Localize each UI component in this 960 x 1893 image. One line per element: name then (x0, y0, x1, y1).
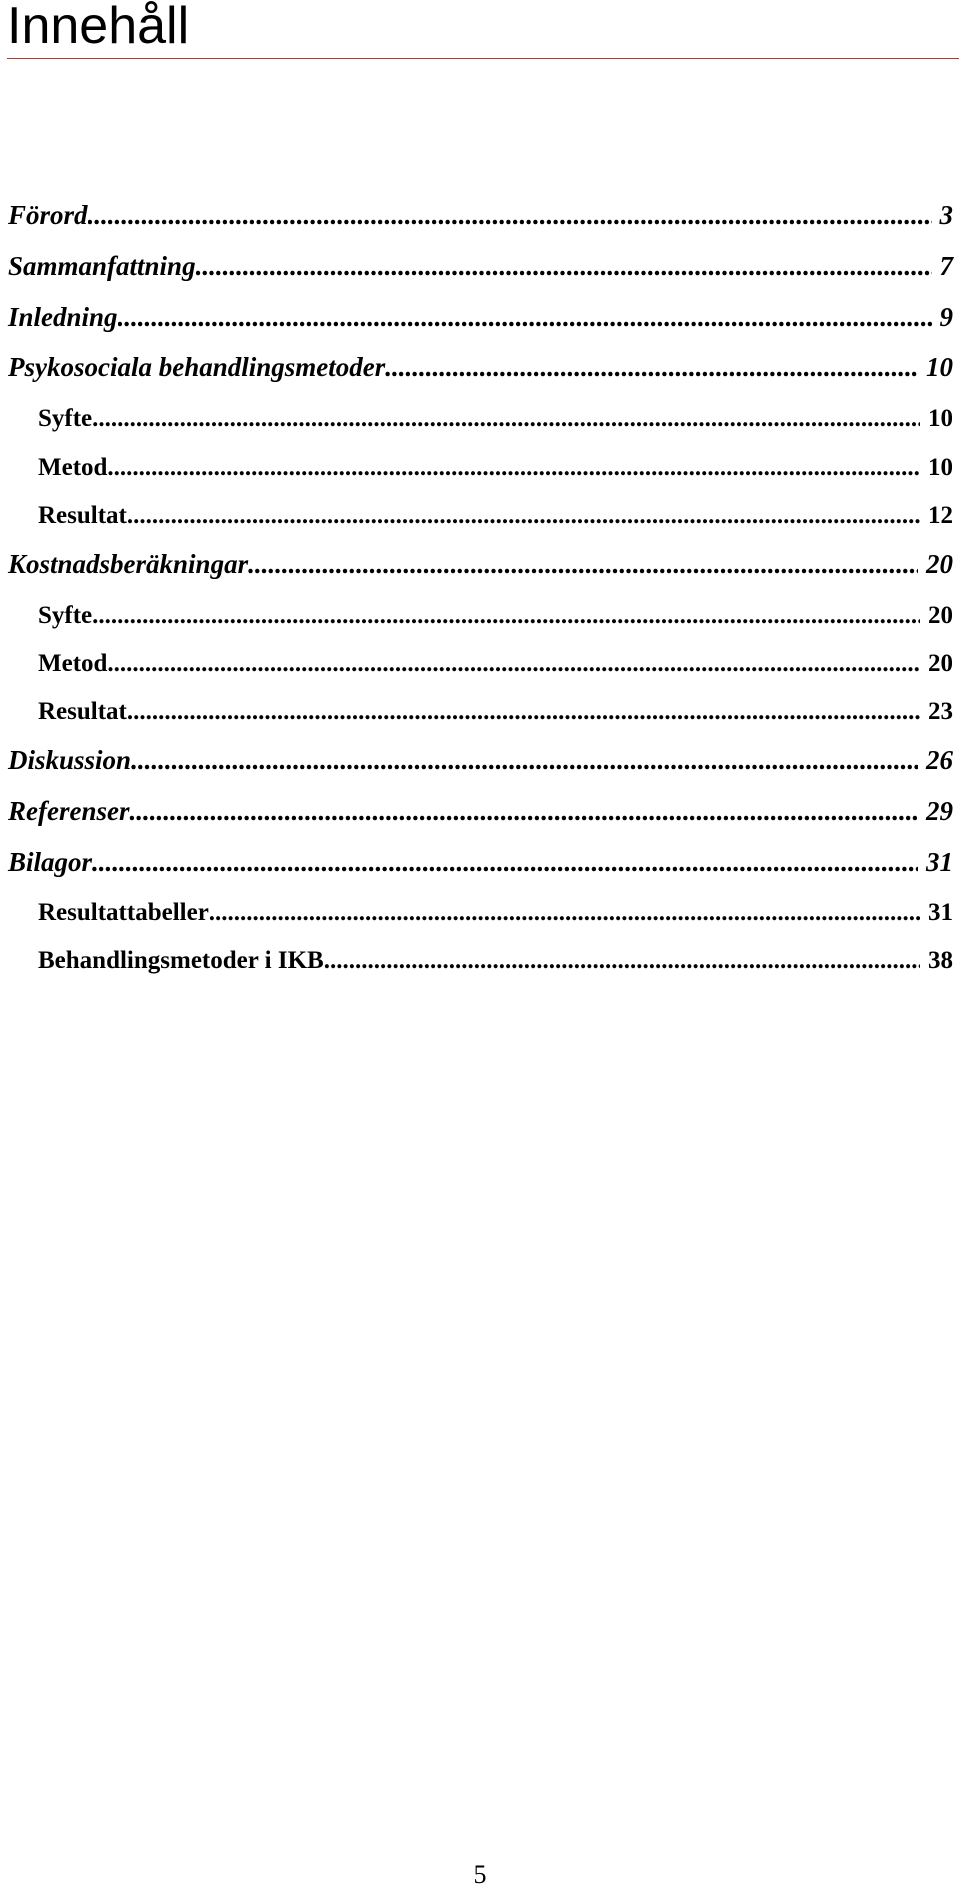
toc-entry-behandlingsmetoder-ikb[interactable] (0, 944, 960, 978)
toc-entry-label: Bilagor (8, 847, 93, 877)
page-number: 5 (473, 1860, 487, 1889)
toc-entry-page: 20 (928, 602, 953, 629)
toc-entry-label: Förord (8, 200, 88, 230)
toc-entry-page: 10 (928, 454, 953, 481)
toc-dot-leader (107, 647, 920, 681)
toc-entry-label: Syfte (38, 602, 93, 629)
toc-entry-referenser[interactable] (0, 793, 960, 829)
toc-dot-leader (129, 793, 918, 829)
toc-entry-page: 23 (928, 698, 953, 725)
toc-entry-resultattabeller[interactable] (0, 896, 960, 930)
toc-entry-page: 7 (939, 251, 953, 281)
toc-entry-label: Kostnadsberäkningar (8, 549, 249, 579)
toc-entry-page: 20 (928, 650, 953, 677)
toc-entry-page: 9 (939, 302, 953, 332)
toc-entry-page: 10 (928, 405, 953, 432)
toc-entry-resultat-1[interactable] (0, 499, 960, 533)
toc-entry-page: 3 (939, 200, 953, 230)
toc-entry-kostnadsberakningar[interactable] (0, 546, 960, 582)
page-title: Innehåll (7, 0, 190, 55)
toc-entry-label: Psykosociala behandlingsmetoder (8, 352, 386, 382)
toc-dot-leader (324, 944, 920, 978)
toc-dot-leader (107, 451, 920, 485)
toc-dot-leader (127, 695, 920, 729)
toc-entry-psykosociala[interactable] (0, 349, 960, 385)
toc-entry-label: Inledning (8, 302, 118, 332)
toc-entry-page: 31 (926, 847, 953, 877)
toc-dot-leader (131, 742, 918, 778)
toc-entry-page: 10 (926, 352, 953, 382)
toc-entry-label: Behandlingsmetoder i IKB (38, 947, 324, 974)
toc-entry-page: 31 (928, 899, 953, 926)
toc-dot-leader (248, 546, 918, 582)
toc-entry-page: 26 (926, 745, 953, 775)
toc-entry-page: 38 (928, 947, 953, 974)
toc-dot-leader (92, 402, 920, 436)
toc-entry-label: Resultattabeller (38, 899, 209, 926)
toc-dot-leader (118, 299, 932, 335)
toc-dot-leader (92, 844, 918, 880)
toc-entry-metod-2[interactable] (0, 647, 960, 681)
toc-entry-syfte-1[interactable] (0, 402, 960, 436)
toc-entry-sammanfattning[interactable] (0, 248, 960, 284)
toc-dot-leader (209, 896, 920, 930)
toc-entry-label: Diskussion (8, 745, 132, 775)
toc-entry-resultat-2[interactable] (0, 695, 960, 729)
toc-entry-label: Resultat (38, 502, 127, 529)
toc-dot-leader (385, 349, 918, 385)
toc-entry-syfte-2[interactable] (0, 599, 960, 633)
toc-entry-page: 20 (926, 549, 953, 579)
toc-entry-label: Syfte (38, 405, 93, 432)
toc-entry-page: 29 (926, 796, 953, 826)
toc-entry-page: 12 (928, 502, 953, 529)
toc-dot-leader (88, 197, 932, 233)
toc-entry-bilagor[interactable] (0, 844, 960, 880)
toc-entry-label: Sammanfattning (8, 251, 196, 281)
toc-dot-leader (127, 499, 920, 533)
toc-entry-diskussion[interactable] (0, 742, 960, 778)
toc-entry-metod-1[interactable] (0, 451, 960, 485)
toc-entry-label: Referenser (8, 796, 130, 826)
toc-entry-label: Metod (38, 454, 108, 481)
toc-entry-label: Metod (38, 650, 108, 677)
toc-dot-leader (92, 599, 920, 633)
toc-dot-leader (196, 248, 932, 284)
toc-entry-label: Resultat (38, 698, 127, 725)
toc-entry-fororord[interactable] (0, 197, 960, 233)
toc-entry-inledning[interactable] (0, 299, 960, 335)
